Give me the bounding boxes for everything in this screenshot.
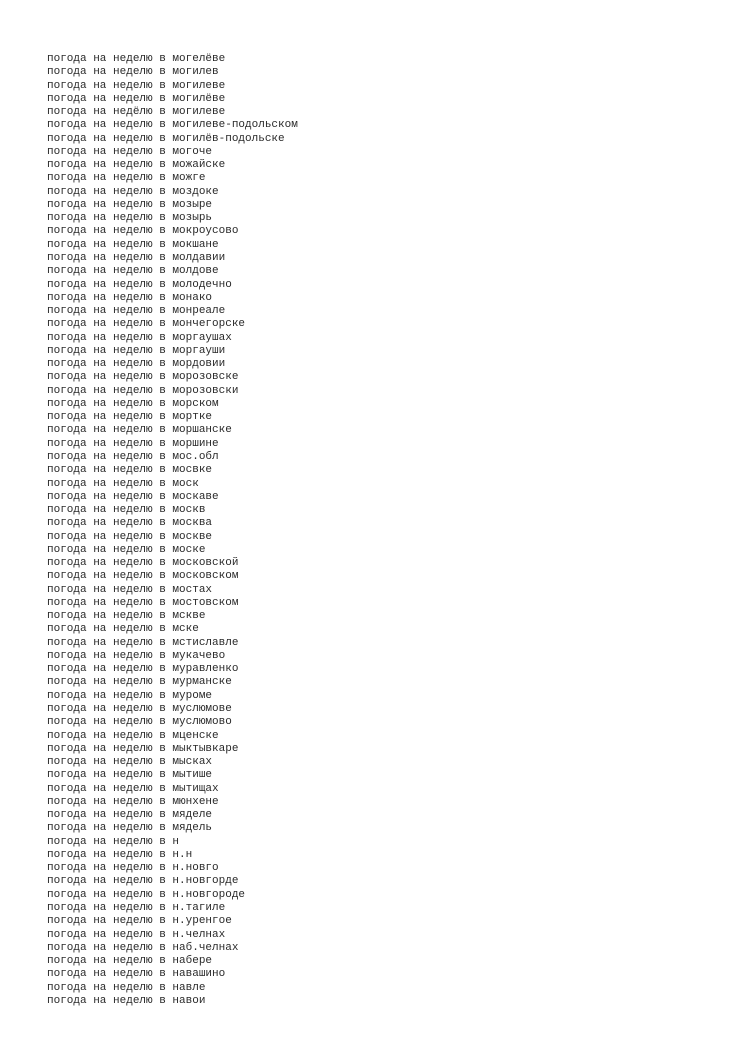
list-item: погода на неделю в москаве	[47, 490, 219, 503]
list-item: погода на недёлю в могилеве	[47, 106, 226, 119]
list-item: погода на неделю в наб.челнах	[47, 941, 239, 954]
list-item: погода на неделю в московской	[47, 557, 239, 570]
list-item: погода на неделю в москв	[47, 504, 206, 517]
list-item: погода на неделю в мокшане	[47, 238, 219, 251]
list-item: погода на неделю в мостах	[47, 583, 213, 596]
list-item: погода на неделю в навои	[47, 994, 206, 1007]
search-query-list	[47, 53, 298, 1008]
list-item: погода на неделю в н.новгорде	[47, 875, 239, 888]
list-item: погода на неделю в монако	[47, 291, 213, 304]
list-item: погода на неделю в москве	[47, 530, 213, 543]
list-item: погода на неделю в моргауши	[47, 344, 226, 357]
list-item: погода на неделю в мске	[47, 623, 199, 636]
list-item: погода на неделю в москва	[47, 517, 213, 530]
list-item: погода на неделю в могилеве-подольском	[47, 119, 298, 132]
list-item: погода на неделю в моск	[47, 477, 199, 490]
list-item: погода на неделю в н.уренгое	[47, 915, 232, 928]
list-item: погода на неделю в мскве	[47, 610, 206, 623]
list-item: погода на неделю в набере	[47, 955, 213, 968]
list-item: погода на неделю в муслюмове	[47, 703, 232, 716]
list-item: погода на неделю в навле	[47, 981, 206, 994]
list-item: погода на неделю в молодечно	[47, 278, 232, 291]
list-item: погода на неделю в моздоке	[47, 185, 219, 198]
list-item: погода на неделю в моршанске	[47, 424, 232, 437]
list-item: погода на неделю в молдавии	[47, 251, 226, 264]
list-item: погода на неделю в н.новго	[47, 862, 219, 875]
list-item: погода на неделю в мозыре	[47, 198, 213, 211]
list-item: погода на неделю в мукачево	[47, 649, 226, 662]
list-item: погода на неделю в н.новгороде	[47, 888, 246, 901]
list-item: погода на неделю в моршине	[47, 437, 219, 450]
list-item: погода на неделю в мыктывкаре	[47, 742, 239, 755]
list-item: погода на неделю в могилёве	[47, 92, 226, 105]
list-item: погода на неделю в муравленко	[47, 663, 239, 676]
list-item: погода на неделю в мстиславле	[47, 636, 239, 649]
list-item: погода на неделю в можге	[47, 172, 206, 185]
list-item: погода на неделю в мяделе	[47, 809, 213, 822]
list-item: погода на неделю в могилев	[47, 66, 219, 79]
list-item: погода на неделю в мюнхене	[47, 795, 219, 808]
list-item: погода на неделю в мокроусово	[47, 225, 239, 238]
list-item: погода на неделю в н.тагиле	[47, 902, 226, 914]
list-item: погода на неделю в молдове	[47, 265, 219, 278]
list-item: погода на неделю в мядель	[47, 822, 213, 835]
list-item: погода на неделю в мценске	[47, 729, 219, 742]
list-item: погода на неделю в мортке	[47, 411, 213, 424]
list-item: погода на неделю в мосвке	[47, 464, 213, 477]
list-item: погода на неделю в мытищах	[47, 782, 219, 795]
list-item: погода на неделю в н.челнах	[47, 928, 226, 941]
list-item: погода на неделю в навашино	[47, 968, 226, 981]
list-item: погода на неделю в муслюмово	[47, 716, 232, 729]
list-item: погода на неделю в могилёв-подольске	[47, 132, 285, 145]
list-item: погода на неделю в моске	[47, 543, 206, 556]
list-item: погода на неделю в морозовски	[47, 384, 239, 397]
list-item: погода на неделю в муроме	[47, 689, 213, 702]
list-item: погода на неделю в морском	[47, 397, 219, 410]
list-item: погода на неделю в монреале	[47, 305, 226, 318]
list-item: погода на неделю в могелёве	[47, 53, 226, 65]
list-item: погода на неделю в можайске	[47, 159, 226, 172]
list-item: погода на неделю в морозовске	[47, 371, 239, 384]
list-item: погода на неделю в московском	[47, 570, 239, 583]
list-item: погода на неделю в мысках	[47, 756, 213, 769]
list-item: погода на неделю в мостовском	[47, 596, 239, 609]
list-item: погода на неделю в мос.обл	[47, 450, 219, 463]
list-item: погода на неделю в мордовии	[47, 358, 226, 371]
list-item: погода на неделю в мозырь	[47, 212, 213, 225]
list-item: погода на неделю в мурманске	[47, 676, 232, 689]
list-item: погода на неделю в н	[47, 835, 180, 848]
list-item: погода на неделю в мытише	[47, 769, 213, 782]
list-item: погода на неделю в моргаушах	[47, 331, 232, 344]
list-item: погода на неделю в могилеве	[47, 79, 226, 92]
list-item: погода на неделю в мончегорске	[47, 318, 246, 331]
list-item: погода на неделю в могоче	[47, 145, 213, 158]
list-item: погода на неделю в н.н	[47, 848, 193, 861]
